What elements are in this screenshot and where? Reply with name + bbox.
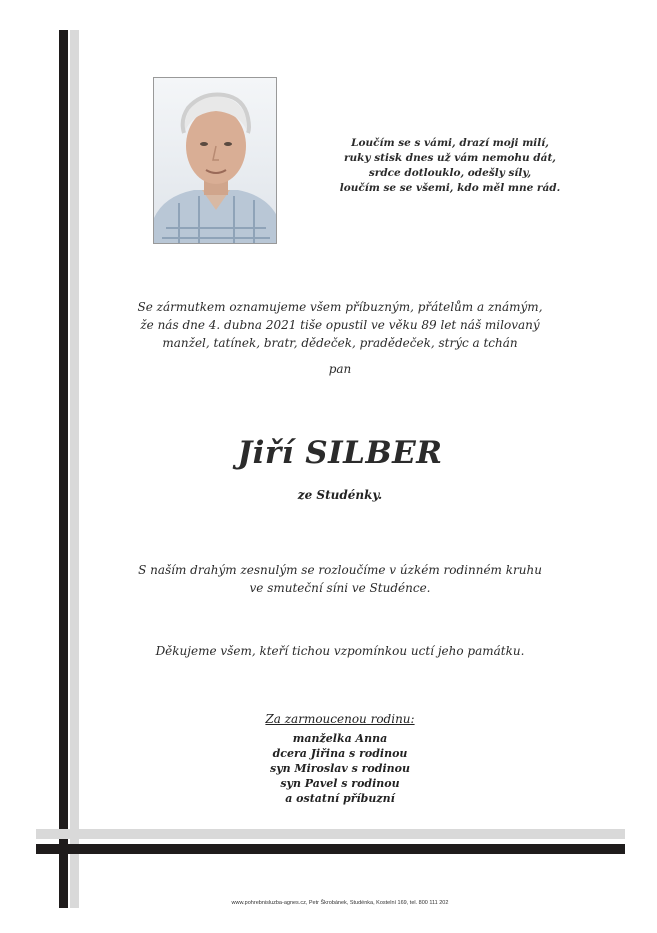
announcement-line: Se zármutkem oznamujeme všem příbuzným, přátelům a známým, bbox=[137, 300, 543, 314]
horizontal-dark-border bbox=[36, 844, 625, 854]
announcement-text bbox=[80, 298, 600, 352]
family-list bbox=[80, 731, 600, 806]
family-signature bbox=[80, 711, 600, 806]
vertical-dark-border bbox=[59, 30, 68, 908]
deceased-origin: ze Studénky. bbox=[297, 488, 383, 502]
family-member: manželka Anna bbox=[292, 732, 388, 745]
horizontal-light-border bbox=[36, 829, 625, 839]
poem-line: ruky stisk dnes už vám nemohu dát, bbox=[344, 152, 556, 164]
poem-line: Loučím se s vámi, drazí moji milí, bbox=[351, 137, 549, 149]
announcement-line: že nás dne 4. dubna 2021 tiše opustil ve věku 89 let náš milovaný bbox=[140, 318, 540, 332]
deceased-name: Jiří SILBER bbox=[237, 435, 443, 471]
poem-line: srdce dotlouklo, odešly síly, bbox=[368, 167, 532, 179]
family-member: a ostatní příbuzní bbox=[285, 792, 395, 805]
vertical-light-border bbox=[70, 30, 79, 908]
portrait-image bbox=[154, 78, 277, 244]
family-heading: Za zarmoucenou rodinu: bbox=[265, 712, 415, 726]
family-member: syn Miroslav s rodinou bbox=[270, 762, 410, 775]
honorific: pan bbox=[328, 362, 352, 376]
thanks-text: Děkujeme všem, kteří tichou vzpomínkou uctí jeho památku. bbox=[155, 644, 525, 658]
family-member: syn Pavel s rodinou bbox=[280, 777, 400, 790]
family-member: dcera Jiřina s rodinou bbox=[272, 747, 408, 760]
portrait-photo bbox=[153, 77, 277, 244]
farewell-line: S naším drahým zesnulým se rozloučíme v úzkém rodinném kruhu bbox=[138, 563, 542, 577]
announcement-line: manžel, tatínek, bratr, dědeček, pradědeček, strýc a tchán bbox=[162, 336, 518, 350]
poem-line: loučím se se všemi, kdo měl mne rád. bbox=[339, 182, 561, 194]
farewell-text bbox=[80, 561, 600, 597]
farewell-poem bbox=[300, 136, 600, 196]
farewell-line: ve smuteční síni ve Studénce. bbox=[249, 581, 431, 595]
footer-contact: www.pohrebnisluzba-agnes.cz, Petr Škrobánek, Studénka, Kostelní 169, tel. 800 111 202 bbox=[231, 900, 449, 906]
